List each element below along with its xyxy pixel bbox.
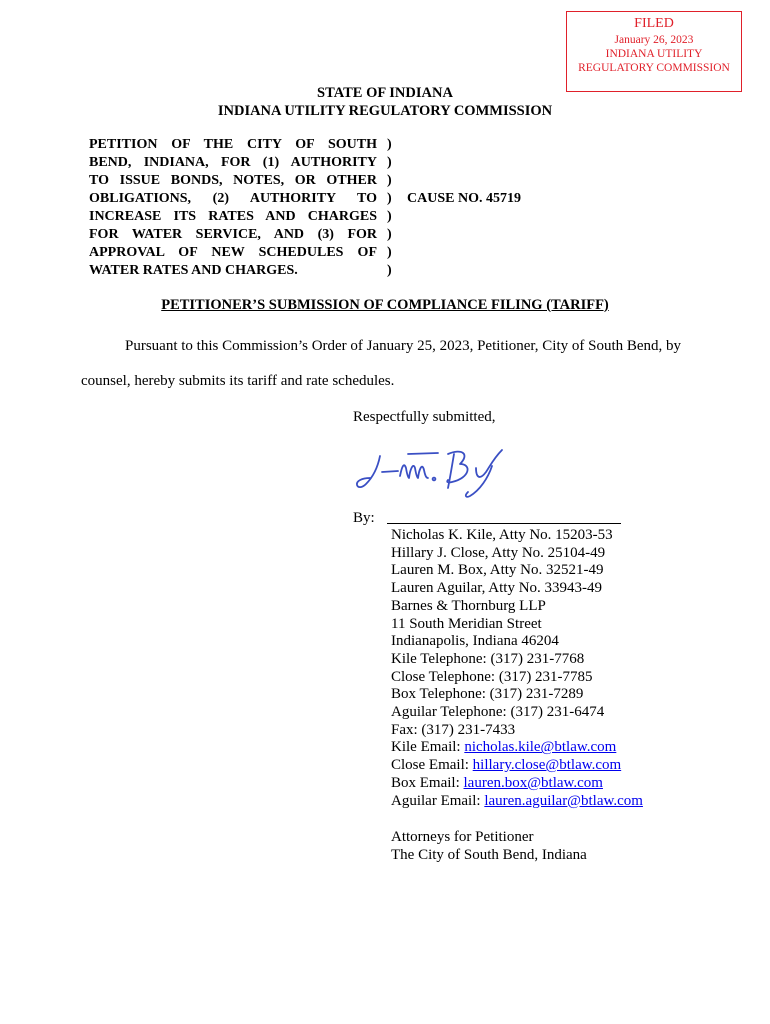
fax-number: Fax: (317) 231-7433 bbox=[391, 721, 516, 738]
caption-paren: ) bbox=[387, 227, 392, 242]
stamp-agency-line2: REGULATORY COMMISSION bbox=[578, 62, 730, 74]
kile-email-row bbox=[391, 739, 643, 757]
stamp-agency-line1: INDIANA UTILITY bbox=[605, 48, 703, 60]
caption-paren: ) bbox=[387, 155, 392, 170]
state-heading: STATE OF INDIANA bbox=[317, 85, 453, 101]
close-email-link[interactable]: hillary.close@btlaw.com bbox=[472, 757, 622, 774]
attorney-close: Hillary J. Close, Atty No. 25104-49 bbox=[391, 544, 606, 561]
close-telephone: Close Telephone: (317) 231-7785 bbox=[391, 668, 593, 685]
email-label: Kile Email: bbox=[391, 739, 465, 756]
caption-paren: ) bbox=[387, 173, 392, 188]
caption-line: APPROVAL OF NEW SCHEDULES OF bbox=[89, 245, 377, 260]
attorney-kile: Nicholas K. Kile, Atty No. 15203-53 bbox=[391, 527, 613, 543]
close-email-row bbox=[391, 757, 643, 775]
stamp-date: January 26, 2023 bbox=[614, 34, 694, 46]
attorneys-for-line2: The City of South Bend, Indiana bbox=[391, 846, 587, 863]
firm-street: 11 South Meridian Street bbox=[391, 615, 542, 632]
caption-paren: ) bbox=[387, 263, 392, 278]
handwritten-signature bbox=[352, 444, 522, 500]
box-email-link[interactable]: lauren.box@btlaw.com bbox=[463, 774, 603, 791]
caption-paren: ) bbox=[387, 209, 392, 224]
signature-line bbox=[387, 523, 621, 524]
attorneys-for-line1: Attorneys for Petitioner bbox=[391, 829, 534, 845]
email-label: Box Email: bbox=[391, 774, 464, 791]
caption-line: INCREASE ITS RATES AND CHARGES bbox=[89, 209, 377, 224]
attorneys-for bbox=[391, 829, 587, 864]
firm-city: Indianapolis, Indiana 46204 bbox=[391, 633, 559, 650]
caption-line: FOR WATER SERVICE, AND (3) FOR bbox=[89, 227, 377, 242]
kile-email-link[interactable]: nicholas.kile@btlaw.com bbox=[464, 739, 617, 756]
caption-line: BEND, INDIANA, FOR (1) AUTHORITY bbox=[89, 155, 377, 170]
signature-block bbox=[391, 527, 643, 810]
closing: Respectfully submitted, bbox=[353, 409, 496, 425]
attorney-aguilar: Lauren Aguilar, Atty No. 33943-49 bbox=[391, 580, 603, 597]
caption-line: OBLIGATIONS, (2) AUTHORITY TO bbox=[89, 191, 377, 206]
document-header bbox=[0, 84, 770, 120]
aguilar-telephone: Aguilar Telephone: (317) 231-6474 bbox=[391, 704, 605, 721]
cause-number: CAUSE NO. 45719 bbox=[407, 191, 521, 206]
caption-line: TO ISSUE BONDS, NOTES, OR OTHER bbox=[89, 173, 377, 188]
caption-paren: ) bbox=[387, 137, 392, 152]
body-line-1: Pursuant to this Commission’s Order of January 25, 2023, Petitioner, City of South Bend, by bbox=[125, 338, 682, 354]
caption-paren: ) bbox=[387, 191, 392, 206]
caption-parentheses bbox=[387, 136, 399, 280]
firm-name: Barnes & Thornburg LLP bbox=[391, 597, 546, 614]
attorney-box: Lauren M. Box, Atty No. 32521-49 bbox=[391, 562, 604, 579]
email-label: Aguilar Email: bbox=[391, 792, 485, 809]
caption-line: PETITION OF THE CITY OF SOUTH bbox=[89, 137, 377, 152]
filed-stamp bbox=[566, 11, 742, 92]
by-label: By: bbox=[353, 510, 375, 526]
document-title: PETITIONER’S SUBMISSION OF COMPLIANCE FILING (TARIFF) bbox=[161, 297, 609, 313]
body-line-2: counsel, hereby submits its tariff and rate schedules. bbox=[81, 373, 395, 389]
petition-caption bbox=[89, 136, 377, 280]
aguilar-email-link[interactable]: lauren.aguilar@btlaw.com bbox=[484, 792, 643, 809]
aguilar-email-row bbox=[391, 793, 643, 811]
email-label: Close Email: bbox=[391, 757, 473, 774]
caption-paren: ) bbox=[387, 245, 392, 260]
caption-line: WATER RATES AND CHARGES. bbox=[89, 263, 298, 278]
commission-heading: INDIANA UTILITY REGULATORY COMMISSION bbox=[217, 103, 553, 119]
stamp-status: FILED bbox=[634, 16, 674, 31]
kile-telephone: Kile Telephone: (317) 231-7768 bbox=[391, 650, 585, 667]
box-telephone: Box Telephone: (317) 231-7289 bbox=[391, 686, 584, 703]
box-email-row bbox=[391, 775, 643, 793]
